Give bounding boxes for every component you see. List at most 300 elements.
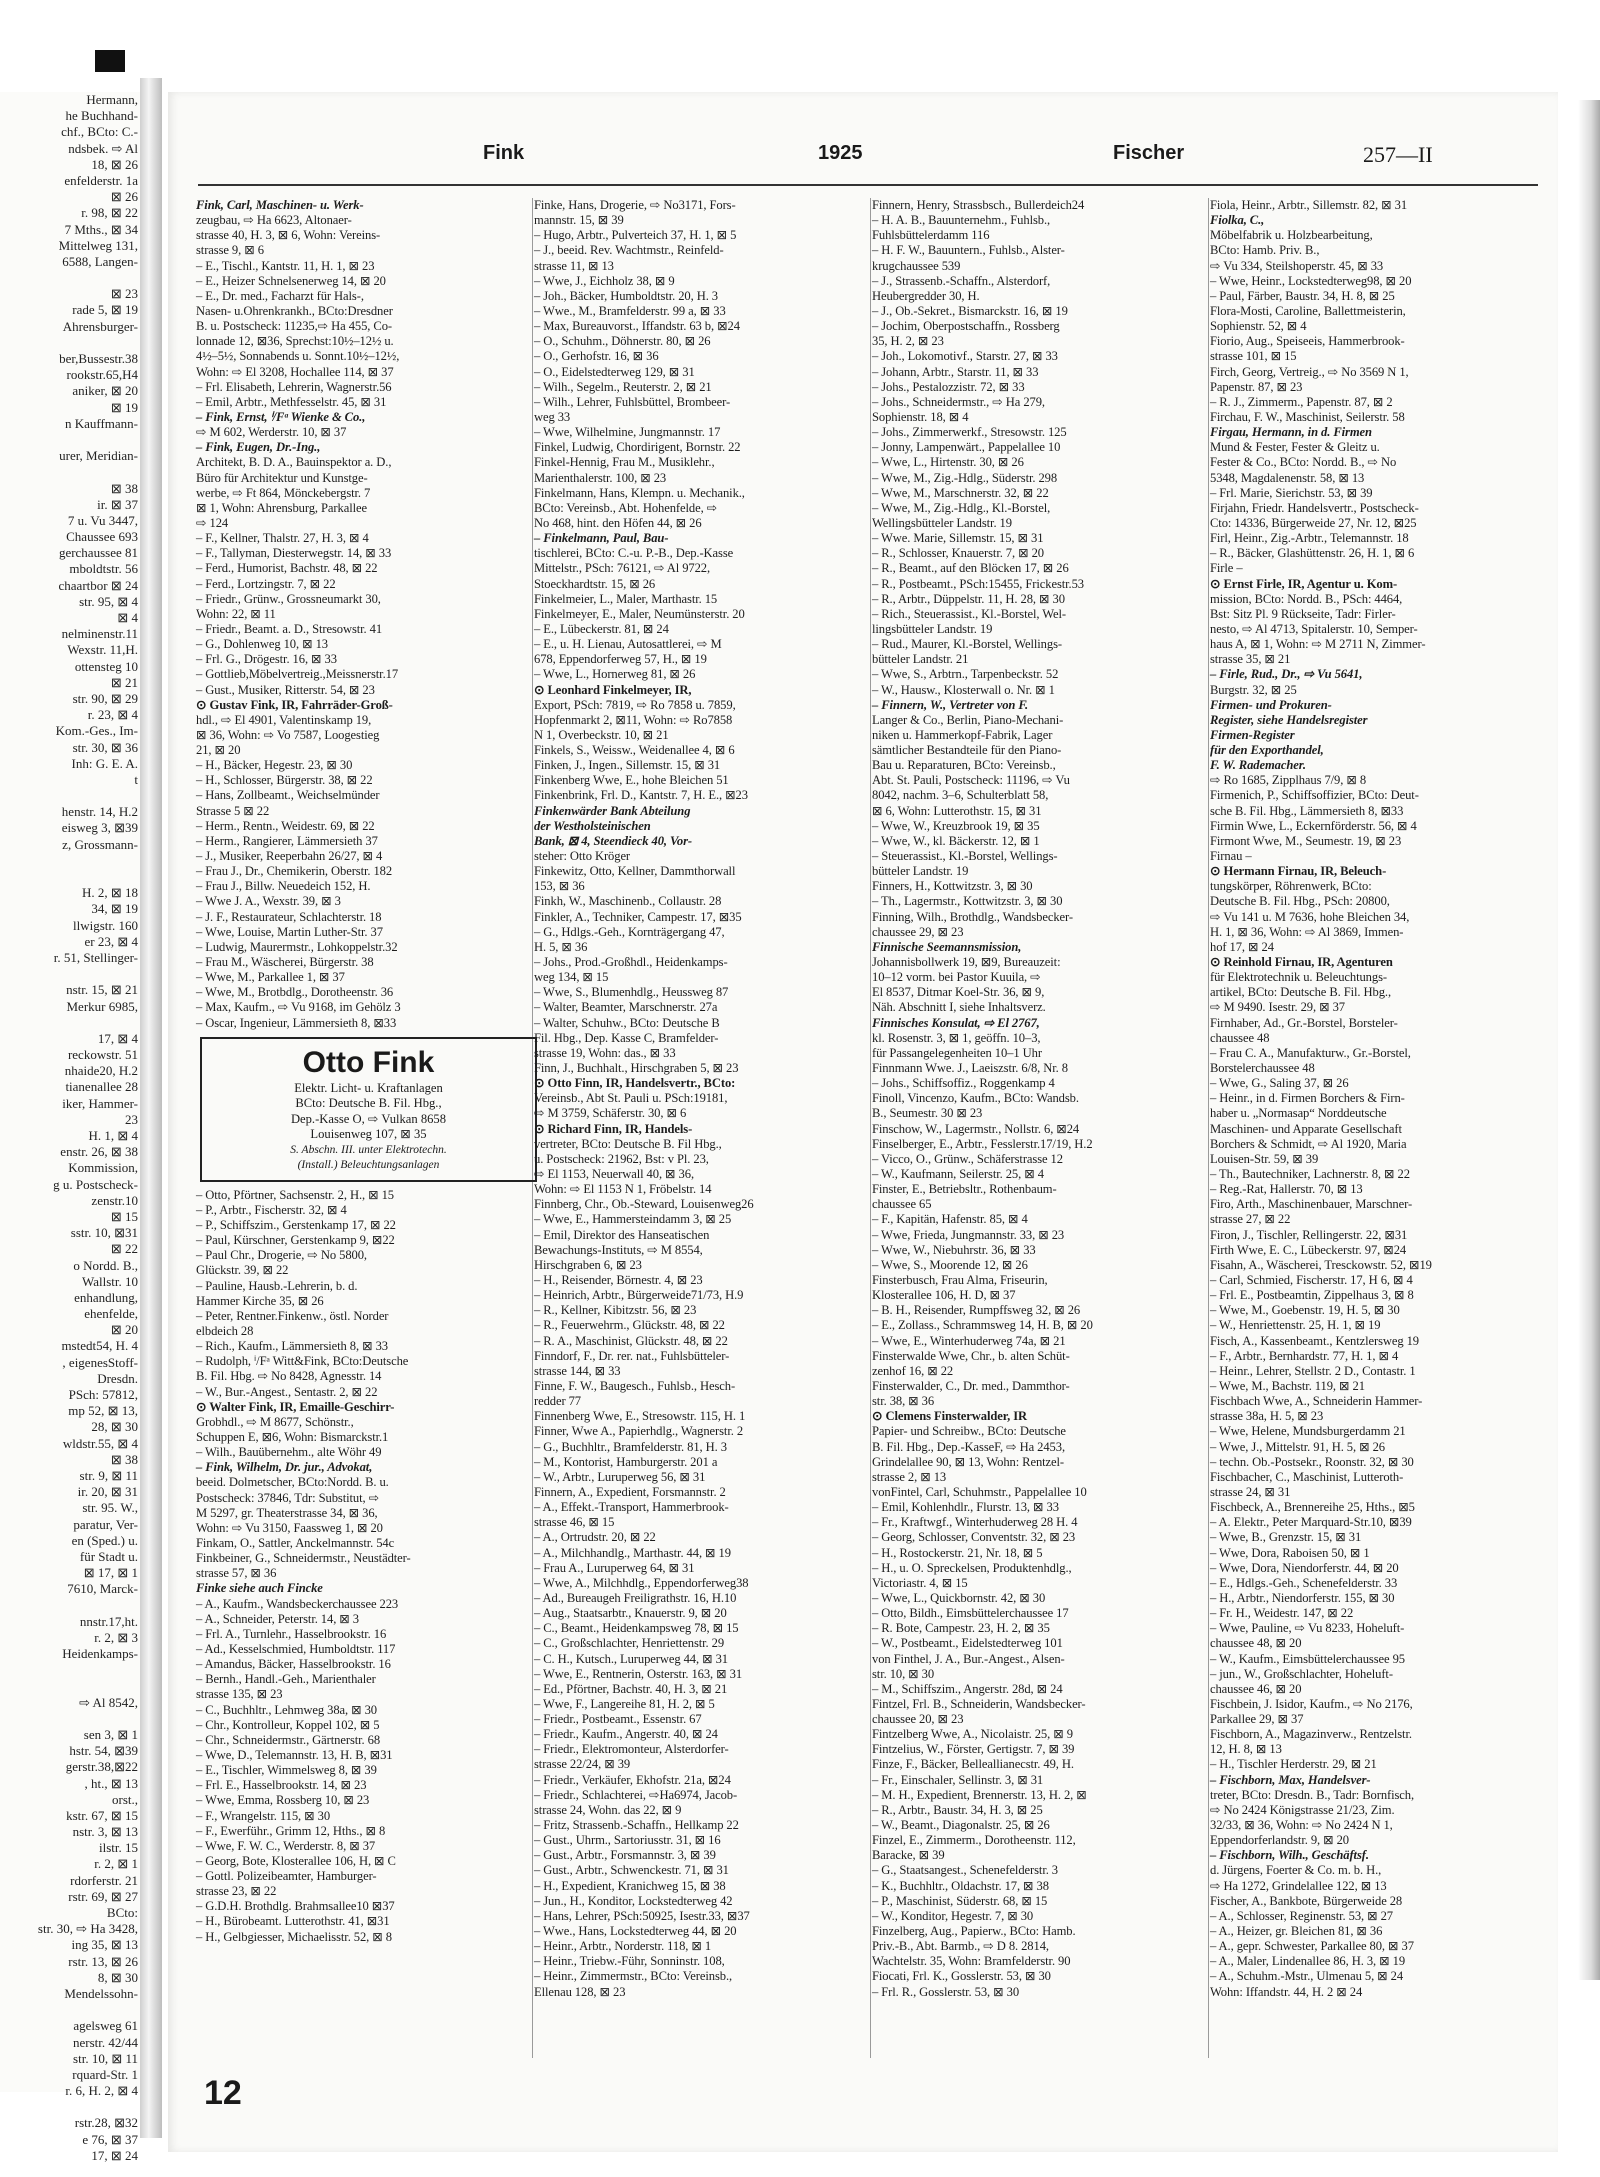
directory-entry-line: Wohn: ⇨ Vu 3150, Faassweg 1, ⊠ 20 xyxy=(196,1520,383,1535)
directory-entry-line: – techn. Ob.-Postsekr., Roonstr. 32, ⊠ 30 xyxy=(1210,1454,1414,1469)
directory-entry-line: strasse 24, ⊠ 31 xyxy=(1210,1484,1291,1499)
directory-entry-line: Finnenberg Wwe, E., Stresowstr. 115, H. 1 xyxy=(534,1409,746,1424)
ad-line: BCto: Deutsche B. Fil. Hbg., xyxy=(295,1096,442,1111)
directory-entry-line: – Aug., Staatsarbtr., Knauerstr. 9, ⊠ 20 xyxy=(534,1606,727,1621)
previous-page-line: sen 3, ⊠ 1 xyxy=(83,1726,138,1742)
directory-entry-line: elbdeich 28 xyxy=(196,1324,254,1338)
previous-page-line: kstr. 67, ⊠ 15 xyxy=(66,1807,138,1823)
directory-entry-line: – H., Bürobeamt. Lutterothstr. 41, ⊠31 xyxy=(196,1914,390,1929)
directory-entry-line: Fiolka, C., xyxy=(1210,213,1265,228)
directory-entry-line: Finndorf, F., Dr. rer. nat., Fuhlsbütteler- xyxy=(534,1348,730,1363)
directory-entry-line: Firmen-Register xyxy=(1210,727,1295,742)
directory-entry-line: – Fr. H., Weidestr. 147, ⊠ 22 xyxy=(1210,1606,1354,1621)
ad-note: S. Abschn. III. unter Elektrotechn. xyxy=(290,1143,447,1156)
header-rule xyxy=(198,184,1538,186)
previous-page-line: enhandlung, xyxy=(74,1289,138,1305)
directory-entry-line: Büro für Architektur und Kunstge- xyxy=(196,470,368,485)
directory-entry-line: – Wwe, S., Blumenhdlg., Heussweg 87 xyxy=(534,985,729,1000)
directory-entry-line: strasse 2, ⊠ 13 xyxy=(872,1469,947,1484)
directory-entry-line: Hirschgraben 6, ⊠ 23 xyxy=(534,1257,642,1272)
directory-entry-line: – A., Maler, Lindenallee 86, H. 3, ⊠ 19 xyxy=(1210,1954,1406,1969)
directory-entry-line: – Heinr., Triebw.-Führ, Sonninstr. 108, xyxy=(534,1954,725,1969)
directory-entry-line: strasse 22/24, ⊠ 39 xyxy=(534,1757,631,1772)
previous-page-line: rookstr.65,H4 xyxy=(66,367,138,383)
ad-line: Dep.-Kasse O, ⇨ Vulkan 8658 xyxy=(290,1111,447,1126)
directory-entry-line: – F., Arbtr., Bernhardstr. 77, H. 1, ⊠ 4 xyxy=(1210,1348,1399,1363)
previous-page-line: aniker, ⊠ 20 xyxy=(72,383,138,399)
directory-entry-line: – Frau J., Dr., Chemikerin, Oberstr. 182 xyxy=(196,864,393,879)
directory-entry-line: Fischborn, A., Magazinverw., Rentzelstr. xyxy=(1210,1727,1412,1742)
directory-entry-line: – E., Tischl., Kantstr. 11, H. 1, ⊠ 23 xyxy=(196,258,375,273)
directory-entry-line: – R., Beamt., auf den Blöcken 17, ⊠ 26 xyxy=(872,561,1069,576)
column-2 xyxy=(534,198,879,2058)
previous-page-line: Hermann, xyxy=(86,92,138,107)
previous-page-line: BCto: xyxy=(106,1905,138,1920)
previous-page-strip xyxy=(0,92,140,2163)
directory-entry-line: – Hugo, Arbtr., Pulverteich 37, H. 1, ⊠ 5 xyxy=(534,228,737,243)
previous-page-line: 17, ⊠ 4 xyxy=(97,1030,138,1046)
directory-entry-line: 32/33, ⊠ 36, Wohn: ⇨ No 2424 N 1, xyxy=(1210,1818,1393,1833)
previous-page-line xyxy=(0,2002,140,2018)
previous-page-line: nhaide20, H.2 xyxy=(64,1063,138,1079)
directory-entry-line: Finke siehe auch Fincke xyxy=(196,1581,323,1596)
directory-entry-line: Finkels, S., Weissw., Weidenallee 4, ⊠ 6 xyxy=(534,743,735,758)
directory-entry-line: Louisen-Str. 59, ⊠ 39 xyxy=(1210,1151,1319,1166)
directory-entry-line: – C., Buchhltr., Lehmweg 38a, ⊠ 30 xyxy=(196,1702,377,1717)
directory-entry-line: – G., Staatsangest., Schenefelderstr. 3 xyxy=(872,1863,1059,1878)
directory-entry-line: – Wwe, Helene, Mundsburgerdamm 21 xyxy=(1210,1424,1406,1439)
directory-entry-line: – Heinr., in d. Firmen Borchers & Firn- xyxy=(1210,1091,1405,1106)
directory-entry-line: Burgstr. 32, ⊠ 25 xyxy=(1210,682,1297,697)
directory-entry-line: Finzel, E., Zimmerm., Dorotheenstr. 112, xyxy=(872,1833,1076,1848)
directory-entry-line: – Fischborn, Wilh., Geschäftsf. xyxy=(1210,1848,1369,1863)
directory-entry-line: der Westholsteinischen xyxy=(534,818,651,833)
directory-entry-line: Deutsche B. Fil. Hbg., PSch: 20800, xyxy=(1210,894,1390,909)
previous-page-line: 8, ⊠ 30 xyxy=(97,1969,138,1985)
previous-page-line: z, Grossmann- xyxy=(62,836,138,852)
directory-entry-line: zenhof 16, ⊠ 22 xyxy=(872,1363,954,1378)
previous-page-line: nerstr. 42/44 xyxy=(73,2034,138,2050)
directory-entry-line: Export, PSch: 7819, ⇨ Ro 7858 u. 7859, xyxy=(534,697,736,712)
directory-entry-line: von Finthel, J. A., Bur.-Angest., Alsen- xyxy=(872,1651,1065,1666)
directory-entry-line: Langer & Co., Berlin, Piano-Mechani- xyxy=(872,712,1064,727)
directory-entry-line: – Wwe, E., Rentnerin, Osterstr. 163, ⊠ 31 xyxy=(534,1666,743,1681)
previous-page-line: ⊠ 20 xyxy=(110,1322,138,1338)
directory-entry-line: Firnhaber, Ad., Gr.-Borstel, Borsteler- xyxy=(1210,1015,1398,1030)
directory-entry-line: – M., Kontorist, Hamburgerstr. 201 a xyxy=(534,1454,718,1469)
directory-entry-line: steher: Otto Kröger xyxy=(534,849,631,864)
directory-entry-line: Firchau, F. W., Maschinist, Seilerstr. 58 xyxy=(1210,409,1405,424)
directory-entry-line: Finze, F., Bäcker, Belleallianecstr. 49, H. xyxy=(872,1757,1074,1772)
previous-page-line: 28, ⊠ 30 xyxy=(91,1419,138,1435)
directory-entry-line: – Gottlieb,Möbelvertreig.,Meissnerstr.17 xyxy=(196,667,399,682)
directory-entry-line: – Heinr., Arbtr., Norderstr. 118, ⊠ 1 xyxy=(534,1939,712,1954)
directory-entry-line: Finkel-Hennig, Frau M., Musiklehr., xyxy=(534,455,715,470)
directory-entry-line: bütteler Landstr. 21 xyxy=(872,652,969,667)
directory-entry-line: – Frl. R., Gosslerstr. 53, ⊠ 30 xyxy=(872,1984,1020,1999)
directory-entry-line: – Frl. G., Drögestr. 16, ⊠ 33 xyxy=(196,652,337,667)
directory-entry-line: – A., gepr. Schwester, Parkallee 80, ⊠ 37 xyxy=(1210,1939,1414,1954)
directory-entry-line: – Wwe, M., Goebenstr. 19, H. 5, ⊠ 30 xyxy=(1210,1303,1400,1318)
directory-entry-line: Klosterallee 106, H. D, ⊠ 37 xyxy=(872,1288,1016,1303)
directory-entry-line: ⊙ Ernst Firle, IR, Agentur u. Kom- xyxy=(1210,576,1398,591)
directory-entry-line: mannstr. 15, ⊠ 39 xyxy=(534,213,624,228)
previous-page-line: 6588, Langen- xyxy=(62,253,138,269)
previous-page-line: g u. Postscheck- xyxy=(53,1176,138,1192)
directory-entry-line: – Gust., Uhrm., Sartoriusstr. 31, ⊠ 16 xyxy=(534,1833,721,1848)
previous-page-line: ⊠ 4 xyxy=(117,610,138,625)
directory-entry-line: – R. Bote, Campestr. 23, H. 2, ⊠ 35 xyxy=(872,1621,1050,1636)
directory-entry-line: – Wwe, M., Zig.-Hdlg., Kl.-Borstel, xyxy=(872,500,1051,515)
directory-entry-line: – Steuerassist., Kl.-Borstel, Wellings- xyxy=(872,849,1058,864)
directory-entry-line: – R., Kellner, Kibitzstr. 56, ⊠ 23 xyxy=(534,1303,697,1318)
directory-entry-line: ⇨ 124 xyxy=(196,515,229,530)
directory-entry-line: zeugbau, ⇨ Ha 6623, Altonaer- xyxy=(196,213,352,228)
directory-entry-line: Firjahn, Friedr. Handelsvertr., Postscheck- xyxy=(1210,500,1419,515)
directory-entry-line: strasse 57, ⊠ 36 xyxy=(196,1566,277,1581)
previous-page-line: rstr. 69, ⊠ 27 xyxy=(68,1888,138,1904)
directory-entry-line: ⇨ Ha 1272, Grindelallee 122, ⊠ 13 xyxy=(1210,1878,1387,1893)
directory-entry-line: Finke, Hans, Drogerie, ⇨ No3171, Fors- xyxy=(534,198,736,212)
directory-entry-line: Vereinsb., Abt St. Pauli u. PSch:19181, xyxy=(534,1091,728,1106)
directory-entry-line: – Carl, Schmied, Fischerstr. 17, H 6, ⊠ 4 xyxy=(1210,1272,1413,1287)
directory-entry-line: – F., Kellner, Thalstr. 27, H. 3, ⊠ 4 xyxy=(196,531,369,546)
previous-page-line: 7610, Marck- xyxy=(67,1581,138,1597)
directory-entry-line: strasse 40, H. 3, ⊠ 6, Wohn: Vereins- xyxy=(196,228,381,243)
previous-page-line: ilstr. 15 xyxy=(98,1840,138,1856)
directory-entry-line: ⊙ Clemens Finsterwalder, IR xyxy=(872,1409,1027,1424)
directory-entry-line: 10–12 vorm. bei Pastor Kuuila, ⇨ xyxy=(872,970,1041,985)
previous-page-line: ⊠ 19 xyxy=(110,399,138,415)
directory-entry-line: ⊙ Gustav Fink, IR, Fahrräder-Groß- xyxy=(196,697,393,712)
previous-page-line: nelminenstr.11 xyxy=(61,626,138,642)
directory-entry-line: Finnern, Henry, Strassbsch., Bullerdeich24 xyxy=(872,198,1085,212)
previous-page-line: r. 6, H. 2, ⊠ 4 xyxy=(65,2083,138,2099)
directory-page xyxy=(168,92,1558,2152)
previous-page-line: 17, ⊠ 24 xyxy=(91,2147,138,2163)
previous-page-line: rdorferstr. 21 xyxy=(70,1872,138,1888)
directory-entry-line: – J., Ob.-Sekret., Bismarckstr. 16, ⊠ 19 xyxy=(872,303,1068,318)
directory-entry-line: – Wwe, M., Parkallee 1, ⊠ 37 xyxy=(196,970,345,985)
directory-entry-line: B. u. Postscheck: 11235,⇨ Ha 455, Co- xyxy=(196,319,392,334)
directory-entry-line: – Frl. Elisabeth, Lehrerin, Wagnerstr.56 xyxy=(196,379,392,394)
directory-entry-line: – R., Bäcker, Glashüttenstr. 26, H. 1, ⊠ 6 xyxy=(1210,546,1415,561)
directory-entry-line: – H. F. W., Bauuntern., Fuhlsb., Alster- xyxy=(872,243,1065,258)
directory-entry-line: ⊠ 6, Wohn: Lutterothstr. 15, ⊠ 31 xyxy=(872,803,1042,818)
directory-entry-line: – H., u. O. Spreckelsen, Produktenhdlg., xyxy=(872,1560,1072,1575)
previous-page-line: hstr. 54, ⊠39 xyxy=(69,1743,138,1759)
directory-entry-line: krugchaussee 539 xyxy=(872,258,961,273)
previous-page-line: ir. 20, ⊠ 31 xyxy=(77,1484,138,1500)
previous-page-line: ndsbek. ⇨ Al xyxy=(68,140,138,156)
directory-entry-line: Heubergredder 30, H. xyxy=(872,288,980,303)
directory-entry-line: strasse 46, ⊠ 15 xyxy=(534,1515,615,1530)
directory-entry-line: – Friedr., Elektromonteur, Alsterdorfer- xyxy=(534,1742,729,1757)
previous-page-line: PSch: 57812, xyxy=(68,1387,138,1402)
previous-page-line: str. 30, ⇨ Ha 3428, xyxy=(37,1921,138,1937)
page-number: 257—II xyxy=(1363,142,1433,167)
previous-page-line: ⊠ 22 xyxy=(110,1241,138,1257)
directory-entry-line: ⊙ Otto Finn, IR, Handelsvertr., BCto: xyxy=(534,1076,736,1091)
directory-entry-line: – Herm., Rentn., Weidestr. 69, ⊠ 22 xyxy=(196,818,375,833)
directory-entry-line: – Paul, Färber, Baustr. 34, H. 8, ⊠ 25 xyxy=(1210,288,1395,303)
previous-page-line: zenstr.10 xyxy=(91,1192,138,1208)
book-spine xyxy=(140,78,162,2138)
directory-entry-line: 8042, nachm. 3–6, Schulterblatt 58, xyxy=(872,788,1049,803)
directory-entry-line: – Ferd., Humorist, Bachstr. 48, ⊠ 22 xyxy=(196,561,378,576)
previous-page-line: Mittelweg 131, xyxy=(58,237,138,253)
directory-entry-line: – R. J., Zimmerm., Papenstr. 87, ⊠ 2 xyxy=(1210,394,1393,409)
directory-entry-line: Finn, J., Buchhalt., Hirschgraben 5, ⊠ 23 xyxy=(534,1061,739,1076)
previous-page-line: str. 90, ⊠ 29 xyxy=(72,690,138,706)
directory-entry-line: ⊙ Hermann Firnau, IR, Beleuch- xyxy=(1210,864,1387,879)
directory-entry-line: beeid. Dolmetscher, BCto:Nordd. B. u. xyxy=(196,1475,389,1490)
previous-page-line: r. 2, ⊠ 1 xyxy=(94,1856,138,1872)
directory-entry-line: sche B. Fil. Hbg., Lämmersieth 8, ⊠33 xyxy=(1210,803,1404,818)
previous-page-line: rade 5, ⊠ 19 xyxy=(72,302,138,318)
directory-entry-line: – Fink, Ernst, ⁱ/Fᵃ Wienke & Co., xyxy=(196,409,366,424)
directory-entry-line: Finken, J., Ingen., Sillemstr. 15, ⊠ 31 xyxy=(534,758,721,773)
previous-page-line: rstr.28, ⊠32 xyxy=(74,2115,138,2131)
column-4 xyxy=(1210,198,1555,2058)
directory-entry-line: Ellenau 128, ⊠ 23 xyxy=(534,1984,626,1999)
directory-entry-line: haus A, ⊠ 1, Wohn: ⇨ M 2711 N, Zimmer- xyxy=(1210,637,1426,652)
previous-page-line: 34, ⊠ 19 xyxy=(91,901,138,917)
previous-page-line: r. 98, ⊠ 22 xyxy=(81,205,138,221)
previous-page-line: Merkur 6985, xyxy=(66,998,138,1014)
directory-entry-line: – Gust., Arbtr., Schwenckestr. 71, ⊠ 31 xyxy=(534,1863,729,1878)
directory-entry-line: – Frl. E., Hasselbrookstr. 14, ⊠ 23 xyxy=(196,1778,367,1793)
column-3 xyxy=(872,198,1217,2058)
directory-entry-line: – P., Schiffszim., Gerstenkamp 17, ⊠ 22 xyxy=(196,1218,396,1233)
directory-entry-line: – Rich., Kaufm., Lämmersieth 8, ⊠ 33 xyxy=(196,1339,388,1354)
directory-entry-line: Flora-Mosti, Caroline, Ballettmeisterin, xyxy=(1210,303,1406,318)
header-right-keyword: Fischer xyxy=(1113,142,1185,164)
directory-entry-line: – Th., Bautechniker, Lachnerstr. 8, ⊠ 22 xyxy=(1210,1167,1410,1181)
directory-entry-line: – Georg, Schlosser, Conventstr. 32, ⊠ 23 xyxy=(872,1530,1076,1545)
directory-entry-line: Firmont Wwe, M., Seumestr. 19, ⊠ 23 xyxy=(1210,833,1402,848)
previous-page-line: ottensteg 10 xyxy=(74,658,138,674)
directory-entry-line: Finkh, W., Maschinenb., Collaustr. 28 xyxy=(534,894,722,909)
directory-entry-line: Architekt, B. D. A., Bauinspektor a. D., xyxy=(196,455,392,470)
directory-entry-line: – Wwe, L., Hirtenstr. 30, ⊠ 26 xyxy=(872,455,1024,470)
directory-entry-line: redder 77 xyxy=(534,1394,582,1409)
directory-entry-line: – R., Arbtr., Düppelstr. 11, H. 28, ⊠ 30 xyxy=(872,591,1065,606)
directory-entry-line: werbe, ⇨ Ft 864, Mönckebergstr. 7 xyxy=(196,485,371,500)
directory-entry-line: Fischbeck, A., Brennereihe 25, Hths., ⊠5 xyxy=(1210,1500,1415,1515)
directory-entry-line: – Frl. E., Postbeamtin, Zippelhaus 3, ⊠ 8 xyxy=(1210,1288,1414,1303)
previous-page-line: e 76, ⊠ 37 xyxy=(82,2131,138,2147)
directory-entry-line: F. W. Rademacher. xyxy=(1210,758,1306,773)
directory-entry-line: – Wwe, A., Milchhdlg., Eppendorferweg38 xyxy=(534,1575,749,1590)
previous-page-line xyxy=(0,270,140,286)
directory-entry-line: – Friedr., Postbeamt., Essenstr. 67 xyxy=(534,1712,702,1727)
previous-page-line: Mendelssohn- xyxy=(64,1985,138,2001)
previous-page-line: rstr. 13, ⊠ 26 xyxy=(68,1953,138,1969)
previous-page-line: ⊠ 38 xyxy=(110,480,138,496)
directory-entry-line: für den Exporthandel, xyxy=(1210,743,1324,758)
directory-entry-line: ⊙ Reinhold Firnau, IR, Agenturen xyxy=(1210,955,1393,970)
directory-entry-line: – J. F., Restaurateur, Schlachterstr. 18 xyxy=(196,909,382,924)
signature-number: 12 xyxy=(204,2074,242,2112)
directory-entry-line: str. 38, ⊠ 36 xyxy=(872,1394,935,1409)
directory-entry-line: Finne, F. W., Baugesch., Fuhlsb., Hesch- xyxy=(534,1378,736,1393)
directory-entry-line: – Emil, Arbtr., Methfesselstr. 45, ⊠ 31 xyxy=(196,394,387,409)
directory-entry-line: N 1, Overbeckstr. 10, ⊠ 21 xyxy=(534,727,669,742)
directory-entry-line: – W., Konditor, Hegestr. 7, ⊠ 30 xyxy=(872,1908,1034,1923)
directory-entry-line: – Otto, Bildh., Eimsbüttelerchaussee 17 xyxy=(872,1606,1069,1621)
directory-entry-line: Sophienstr. 52, ⊠ 4 xyxy=(1210,319,1307,334)
directory-entry-line: – Wilh., Bauübernehm., alte Wöhr 49 xyxy=(196,1445,382,1460)
header-year: 1925 xyxy=(818,142,863,164)
directory-entry-line: Fischer, A., Bankbote, Bürgerweide 28 xyxy=(1210,1893,1403,1908)
directory-entry-line: Finschow, W., Lagermstr., Nollstr. 6, ⊠24 xyxy=(872,1121,1080,1136)
previous-page-line: gerstr.38,⊠22 xyxy=(65,1759,138,1775)
directory-entry-line: – Wwe, S., Arbtrn., Tarpenbeckstr. 52 xyxy=(872,667,1059,682)
previous-page-line xyxy=(0,335,140,351)
directory-entry-line: – Ad., Kesselschmied, Humboldtstr. 117 xyxy=(196,1641,396,1656)
previous-page-line xyxy=(0,1662,140,1678)
directory-entry-line: Finselberger, E., Arbtr., Fesslerstr.17/19, H.2 xyxy=(872,1136,1093,1151)
directory-entry-line: – Wwe, Pauline, ⇨ Vu 8233, Hoheluft- xyxy=(1210,1621,1405,1636)
directory-entry-line: strasse 27, ⊠ 22 xyxy=(1210,1212,1291,1227)
directory-entry-line: – R., Postbeamt., PSch:15455, Frickestr.53 xyxy=(872,576,1084,591)
directory-entry-line: – R., Feuerwehrm., Glückstr. 48, ⊠ 22 xyxy=(534,1318,725,1333)
directory-entry-line: – Frl. Marie, Sierichstr. 53, ⊠ 39 xyxy=(1210,485,1373,500)
directory-entry-line: Firth Wwe, E. C., Lübeckerstr. 97, ⊠24 xyxy=(1210,1242,1407,1257)
directory-entry-line: – Wwe., M., Bramfelderstr. 99 a, ⊠ 33 xyxy=(534,303,726,318)
directory-entry-line: – Wwe, J., Eichholz 38, ⊠ 9 xyxy=(534,273,675,288)
running-header xyxy=(168,142,1558,182)
directory-entry-line: ⇨ Ro 1685, Zipplhaus 7/9, ⊠ 8 xyxy=(1210,773,1367,788)
directory-entry-line: – Wwe, L., Quickbornstr. 42, ⊠ 30 xyxy=(872,1590,1046,1605)
directory-entry-line: – Gust., Arbtr., Forsmannstr. 3, ⊠ 39 xyxy=(534,1848,716,1863)
directory-entry-line: – Wwe, L., Hornerweg 81, ⊠ 26 xyxy=(534,667,696,682)
directory-entry-line: – E., Tischler, Wimmelsweg 8, ⊠ 39 xyxy=(196,1763,377,1778)
directory-entry-line: Firo, Arth., Maschinenbauer, Marschner- xyxy=(1210,1197,1413,1212)
previous-page-line xyxy=(0,788,140,804)
directory-entry-line: – Wwe, Dora, Niendorferstr. 44, ⊠ 20 xyxy=(1210,1560,1399,1575)
directory-entry-line: – Georg, Bote, Klosterallee 106, H, ⊠ C xyxy=(196,1853,396,1868)
directory-entry-line: Priv.-B., Abt. Barmb., ⇨ D 8. 2814, xyxy=(872,1939,1049,1954)
directory-entry-line: – H., Bäcker, Hegestr. 23, ⊠ 30 xyxy=(196,758,353,773)
previous-page-line: ir. ⊠ 37 xyxy=(97,496,138,512)
directory-entry-line: 678, Eppendorferweg 57, H., ⊠ 19 xyxy=(534,652,707,667)
directory-entry-line: Firon, J., Tischler, Rellingerstr. 22, ⊠31 xyxy=(1210,1227,1408,1242)
directory-entry-line: Finkel, Ludwig, Chordirigent, Bornstr. 22 xyxy=(534,440,741,455)
previous-page-line xyxy=(0,464,140,480)
directory-entry-line: Fintzelberg Wwe, A., Nicolaistr. 25, ⊠ 9 xyxy=(872,1727,1073,1742)
directory-entry-line: – Jochim, Oberpostschaffn., Rossberg xyxy=(872,319,1060,334)
directory-entry-line: – Fritz, Strassenb.-Schaffn., Hellkamp 22 xyxy=(534,1818,739,1833)
directory-entry-line: strasse 101, ⊠ 15 xyxy=(1210,349,1297,364)
directory-entry-line: – Friedr., Beamt. a. D., Stresowstr. 41 xyxy=(196,621,383,636)
previous-page-line: henstr. 14, H.2 xyxy=(61,804,138,820)
directory-entry-line: strasse 38a, H. 5, ⊠ 23 xyxy=(1210,1409,1324,1424)
previous-page-line xyxy=(0,1597,140,1613)
directory-entry-line: Möbelfabrik u. Holzbearbeitung, xyxy=(1210,228,1373,243)
directory-entry-line: – M. H., Expedient, Brennerstr. 13, H. 2, ⊠ xyxy=(872,1787,1087,1802)
directory-entry-line: – C., Großschlachter, Henriettenstr. 29 xyxy=(534,1636,725,1651)
directory-entry-line: – Johs., Prod.-Großhdl., Heidenkamps- xyxy=(534,955,728,970)
directory-entry-line: – Heinr., Lehrer, Stellstr. 2 D., Contastr. 1 xyxy=(1210,1363,1416,1378)
directory-entry-line: – Wwe, Louise, Martin Luther-Str. 37 xyxy=(196,924,383,939)
previous-page-line: ing 35, ⊠ 13 xyxy=(71,1937,138,1953)
directory-entry-line: lingsbütteler Landstr. 19 xyxy=(872,621,993,636)
directory-entry-line: – A., Schneider, Peterstr. 14, ⊠ 3 xyxy=(196,1611,359,1626)
directory-entry-line: – Frl. A., Turnlehr., Hasselbrookstr. 16 xyxy=(196,1626,387,1641)
directory-entry-line: – Jonny, Lampenwärt., Pappelallee 10 xyxy=(872,440,1061,455)
directory-entry-line: Postscheck: 37846, Tdr: Substitut, ⇨ xyxy=(196,1490,380,1505)
directory-entry-line: – Wwe, M., Marschnerstr. 32, ⊠ 22 xyxy=(872,485,1049,500)
directory-entry-line: Fintzelius, W., Förster, Gertigstr. 7, ⊠ 39 xyxy=(872,1742,1075,1757)
directory-entry-line: No 468, hint. den Höfen 44, ⊠ 26 xyxy=(534,515,702,530)
directory-entry-line: – Finkelmann, Paul, Bau- xyxy=(534,531,669,546)
directory-entry-line: M 5297, gr. Theaterstrasse 34, ⊠ 36, xyxy=(196,1505,378,1520)
directory-entry-line: Firmen- und Prokuren- xyxy=(1210,697,1332,712)
directory-entry-line: – O., Eidelstedterweg 129, ⊠ 31 xyxy=(534,364,695,379)
previous-page-line: Ahrensburger- xyxy=(62,318,138,334)
directory-entry-line: – E., Zollass., Schrammsweg 14, H. B, ⊠ 20 xyxy=(872,1318,1093,1333)
directory-entry-line: – Frau M., Wäscherei, Bürgerstr. 38 xyxy=(196,955,374,970)
previous-page-line: ⊠ 23 xyxy=(110,286,138,302)
directory-entry-line: Stoeckhardtstr. 15, ⊠ 26 xyxy=(534,576,656,591)
directory-entry-line: mission, BCto: Nordd. B., PSch: 4464, xyxy=(1210,591,1403,606)
directory-entry-line: Fil. Hbg., Dep. Kasse C, Bramfelder- xyxy=(534,1030,719,1045)
directory-entry-line: – Wwe, W., Kreuzbrook 19, ⊠ 35 xyxy=(872,818,1040,833)
directory-entry-line: – Wwe, W., kl. Bäckerstr. 12, ⊠ 1 xyxy=(872,833,1040,848)
directory-entry-line: Finkbeiner, G., Schneidermstr., Neustädter- xyxy=(196,1551,411,1566)
ad-title: Otto Fink xyxy=(302,1045,435,1079)
previous-page-line: , eigenesStoff- xyxy=(62,1354,138,1370)
directory-entry-line: – Pauline, Hausb.-Lehrerin, b. d. xyxy=(196,1278,358,1293)
directory-entry-line: 4½–5½, Sonnabends u. Sonnt.10½–12½, xyxy=(196,349,400,364)
previous-page-line: ⊠ 17, ⊠ 1 xyxy=(83,1565,138,1581)
directory-entry-line: – Bernh., Handl.-Geh., Marienthaler xyxy=(196,1672,376,1687)
previous-page-line xyxy=(0,1678,140,1694)
previous-page-line: 7 Mths., ⊠ 34 xyxy=(64,221,138,237)
directory-entry-line: – Ed., Pförtner, Bachstr. 40, H. 3, ⊠ 21 xyxy=(534,1681,728,1696)
directory-entry-line: – Walter, Schuhw., BCto: Deutsche B xyxy=(534,1015,720,1030)
directory-entry-line: – Walter, Beamter, Marschnerstr. 27a xyxy=(534,1000,718,1015)
directory-entry-line: – H. A. B., Bauunternehm., Fuhlsb., xyxy=(872,213,1051,228)
directory-entry-line: ⊙ Walter Fink, IR, Emaille-Geschirr- xyxy=(196,1399,395,1414)
directory-entry-line: – Herm., Rangierer, Lämmersieth 37 xyxy=(196,833,378,848)
previous-page-line: eisweg 3, ⊠39 xyxy=(61,820,138,836)
directory-entry-line: Fischbach Wwe, A., Schneiderin Hammer- xyxy=(1210,1394,1423,1409)
directory-entry-line: – Ferd., Lortzingstr. 7, ⊠ 22 xyxy=(196,576,336,591)
header-left-keyword: Fink xyxy=(483,142,525,164)
directory-entry-line: tischlerei, BCto: C.-u. P.-B., Dep.-Kasse xyxy=(534,546,734,561)
directory-entry-line: Wohn: ⇨ El 3208, Hochallee 114, ⊠ 37 xyxy=(196,364,394,379)
directory-entry-line: weg 33 xyxy=(534,409,571,424)
directory-entry-line: – H., Expedient, Kranichweg 15, ⊠ 38 xyxy=(534,1878,726,1893)
directory-entry-line: Johannisbollwerk 19, ⊠9, Bureauzeit: xyxy=(872,955,1061,970)
directory-entry-line: – Rich., Steuerassist., Kl.-Borstel, Wel- xyxy=(872,606,1067,621)
directory-entry-line: – O., Gerhofstr. 16, ⊠ 36 xyxy=(534,349,659,364)
directory-entry-line: Marienthalerstr. 100, ⊠ 23 xyxy=(534,470,667,485)
previous-page-line: enstr. 26, ⊠ 38 xyxy=(60,1144,138,1160)
directory-entry-line: – F., Ewerführ., Grimm 12, Hths., ⊠ 8 xyxy=(196,1823,386,1838)
directory-entry-line: – W., Kaufm., Eimsbüttelerchaussee 95 xyxy=(1210,1651,1405,1666)
directory-entry-line: chaussee 29, ⊠ 23 xyxy=(872,924,964,939)
directory-entry-line: Wellingsbütteler Landstr. 19 xyxy=(872,515,1012,530)
directory-entry-line: – Wwe, M., Brotbdlg., Dorotheenstr. 36 xyxy=(196,985,394,1000)
previous-page-line: ⊠ 38 xyxy=(110,1451,138,1467)
previous-page-line: r. 51, Stellinger- xyxy=(53,949,138,965)
directory-entry-line: Finkenberg Wwe, E., hohe Bleichen 51 xyxy=(534,773,729,788)
directory-entry-line: – H., Reisender, Börnestr. 4, ⊠ 23 xyxy=(534,1272,703,1287)
